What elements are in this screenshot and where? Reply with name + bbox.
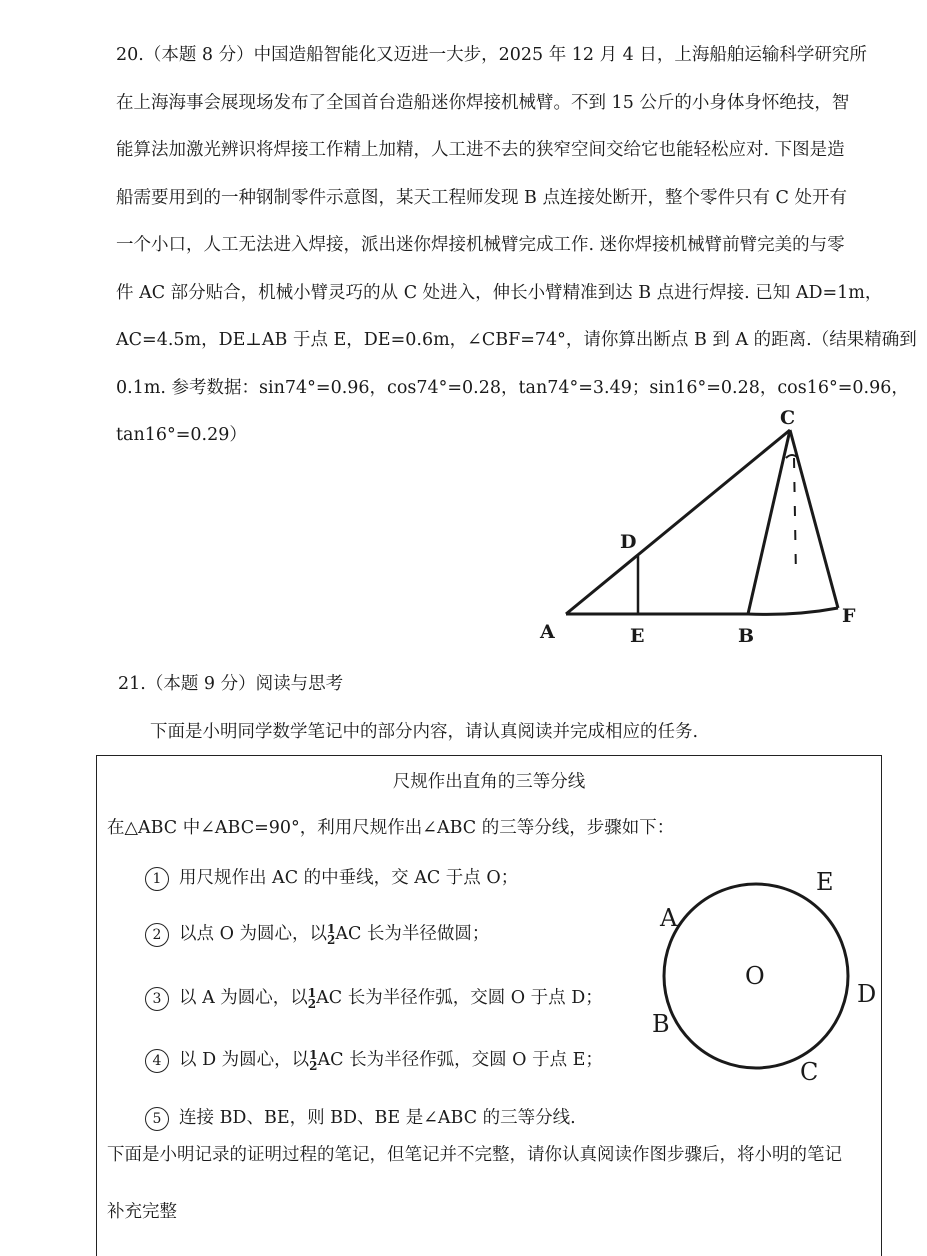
step-text: 以 D 为圆心，以: [179, 1050, 310, 1070]
q20-line: 20.（本题 8 分）中国造船智能化又迈进一大步，2025 年 12 月 4 日，上海船舶运输科学研究所: [116, 45, 867, 65]
label-a: A: [660, 904, 678, 932]
circle-figure: [640, 860, 880, 1100]
label-d: D: [620, 531, 637, 553]
box-intro: 在△ABC 中∠ABC=90°，利用尺规作出∠ABC 的三等分线，步骤如下：: [107, 818, 675, 838]
step-text: 以点 O 为圆心，以: [179, 924, 327, 944]
q20-line: AC=4.5m，DE⊥AB 于点 E，DE=0.6m，∠CBF=74°，请你算出断点 B 到 A 的距离.（结果精确到: [116, 330, 917, 350]
note-line-2: 补充完整: [107, 1202, 177, 1222]
step-number: 4: [145, 1049, 169, 1073]
q20-figure: [530, 400, 870, 650]
fraction-numerator: 1: [307, 985, 317, 1000]
box-title: 尺规作出直角的三等分线: [392, 772, 586, 792]
angle-mark: [786, 455, 798, 458]
step-text: 用尺规作出 AC 的中垂线，交 AC 于点 O；: [179, 868, 519, 888]
step-text: 以 A 为圆心，以: [179, 988, 308, 1008]
step-number: 3: [145, 987, 169, 1011]
label-c: C: [780, 407, 796, 429]
fraction-numerator: 1: [326, 921, 336, 936]
q21-intro: 下面是小明同学数学笔记中的部分内容，请认真阅读并完成相应的任务.: [150, 722, 699, 742]
label-o: O: [745, 962, 765, 990]
step-number: 2: [145, 923, 169, 947]
q20-line: 0.1m. 参考数据：sin74°=0.96，cos74°=0.28，tan74°=3.49；sin16°=0.28，cos16°=0.96，: [116, 377, 909, 398]
label-f: F: [842, 605, 856, 627]
label-a: A: [540, 621, 555, 643]
segment-ac: [566, 430, 790, 614]
step-5: [145, 1104, 576, 1131]
label-b: B: [652, 1010, 670, 1038]
arc-bf: [748, 608, 838, 614]
note-line-1: 下面是小明记录的证明过程的笔记，但笔记并不完整，请你认真阅读作图步骤后，将小明的笔记: [107, 1145, 842, 1165]
step-number: 1: [145, 867, 169, 891]
q20-line: tan16°=0.29）: [116, 425, 247, 445]
label-c: C: [800, 1058, 819, 1086]
q21-heading: 21.（本题 9 分）阅读与思考: [118, 674, 344, 694]
step-4: [145, 1046, 603, 1073]
step-text: AC 长为半径作弧，交圆 O 于点 E；: [317, 1050, 603, 1070]
step-text: AC 长为半径做圆；: [335, 924, 490, 944]
fraction: [307, 985, 317, 1011]
step-number: 5: [145, 1107, 169, 1131]
q20-line: 件 AC 部分贴合，机械小臂灵巧的从 C 处进入，伸长小臂精准到达 B 点进行焊接. 已知 AD=1m，: [116, 282, 883, 303]
q20-line: 一个小口，人工无法进入焊接，派出迷你焊接机械臂完成工作. 迷你焊接机械臂前臂完美的与零: [116, 235, 845, 255]
q20-text: [116, 32, 917, 460]
step-text: AC 长为半径作弧，交圆 O 于点 D；: [316, 988, 603, 1008]
label-d: D: [857, 980, 877, 1008]
label-b: B: [738, 625, 755, 647]
q20-line: 船需要用到的一种钢制零件示意图，某天工程师发现 B 点连接处断开，整个零件只有 C 处开有: [116, 187, 847, 208]
q20-line: 在上海海事会展现场发布了全国首台造船迷你焊接机械臂。不到 15 公斤的小身体身怀绝技，智: [116, 92, 850, 113]
step-text: 连接 BD、BE，则 BD、BE 是∠ABC 的三等分线.: [179, 1108, 576, 1128]
fraction-denominator: 2: [326, 932, 336, 947]
fraction-denominator: 2: [309, 1058, 318, 1073]
step-3: [145, 984, 603, 1011]
fraction: [309, 1047, 318, 1073]
label-e: E: [816, 868, 834, 896]
dashed-line: [794, 458, 796, 578]
step-2: [145, 920, 489, 947]
fraction-numerator: 1: [309, 1047, 318, 1062]
q20-line: 能算法加激光辨识将焊接工作精上加精，人工进不去的狭窄空间交给它也能轻松应对. 下图是造: [116, 140, 845, 160]
label-e: E: [630, 625, 645, 647]
fraction-denominator: 2: [307, 996, 317, 1011]
step-1: [145, 864, 518, 891]
